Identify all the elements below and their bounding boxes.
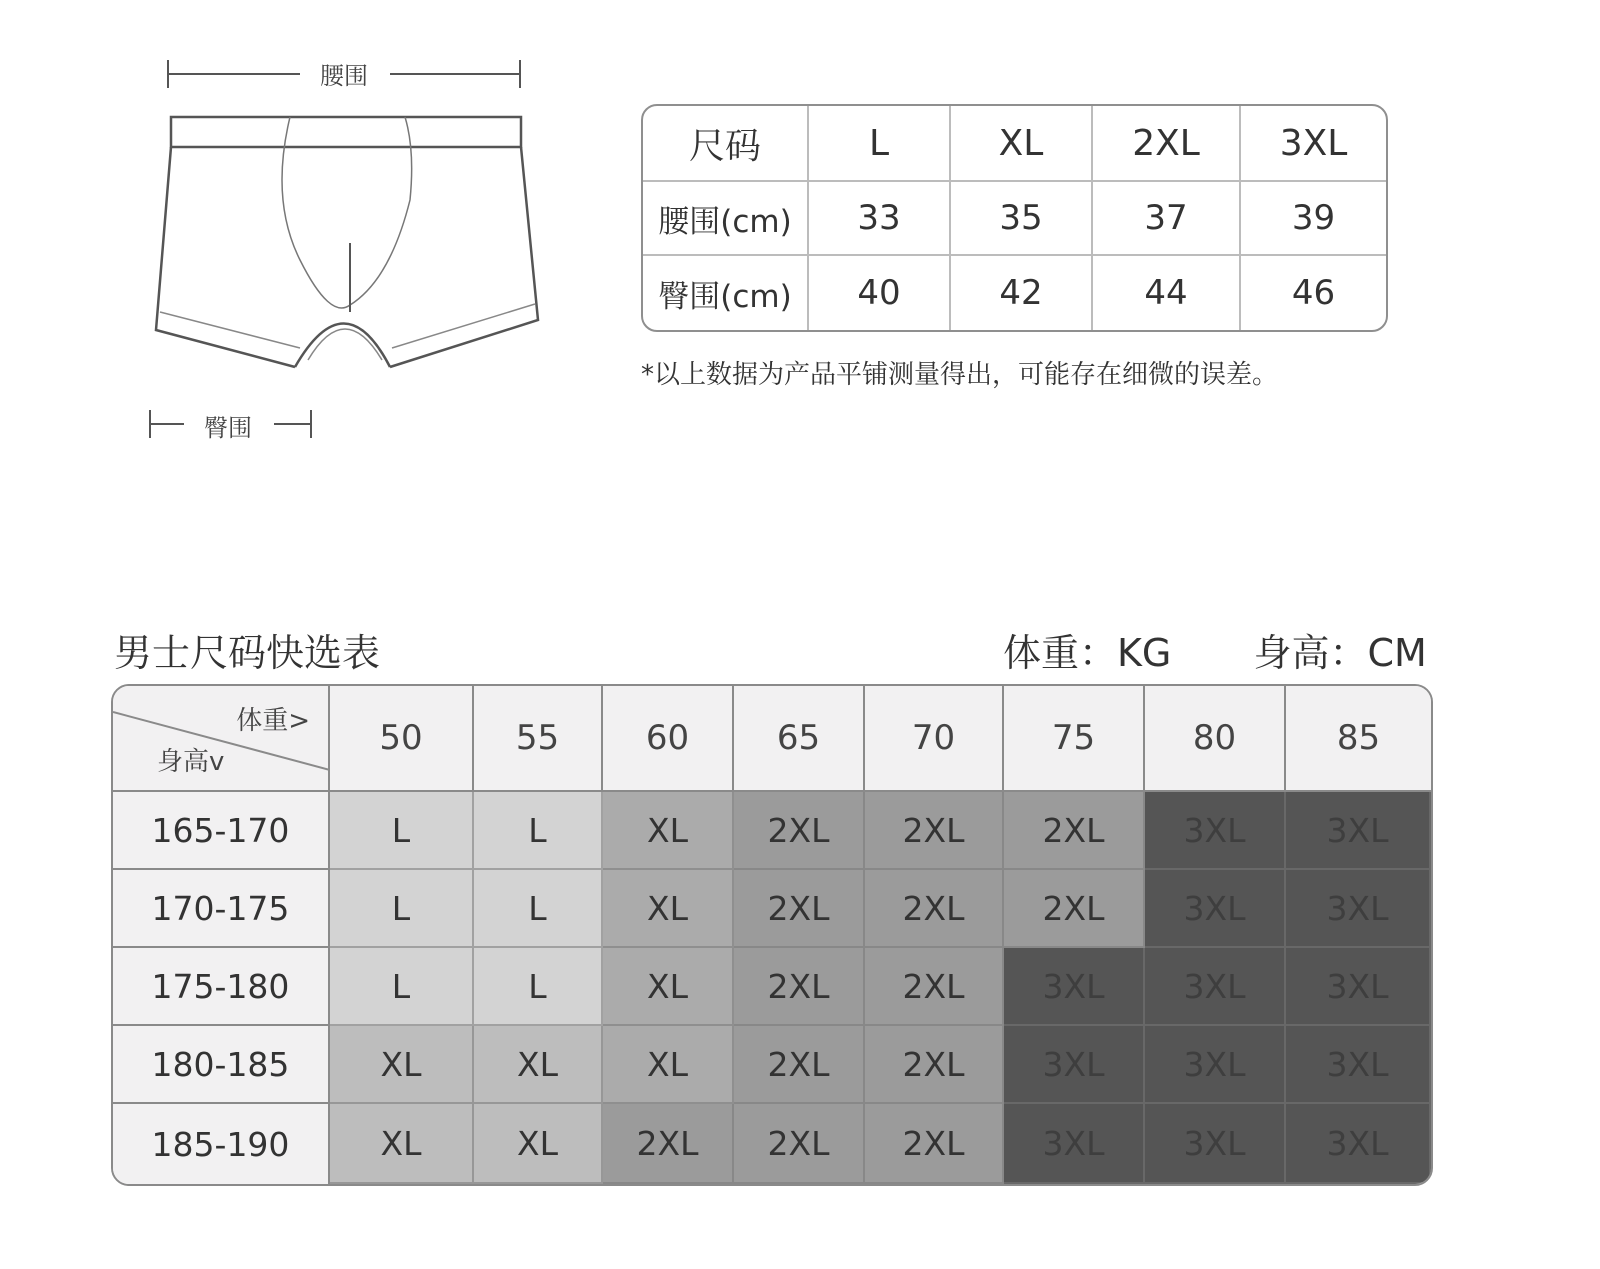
size-cell: 3XL — [1004, 1026, 1145, 1104]
size-cell: 2XL — [1004, 792, 1145, 870]
size-cell: L — [330, 870, 474, 948]
measure-value-cell: 33 — [809, 182, 951, 256]
weight-header-cell: 85 — [1286, 686, 1431, 792]
size-cell: 2XL — [865, 870, 1004, 948]
size-cell: XL — [603, 948, 734, 1026]
height-row-label: 165-170 — [113, 792, 330, 870]
size-cell: XL — [330, 1026, 474, 1104]
size-cell: 3XL — [1286, 792, 1431, 870]
size-cell: L — [330, 948, 474, 1026]
size-cell: L — [474, 870, 603, 948]
measure-row-label: 腰围(cm) — [643, 182, 809, 256]
size-cell: 3XL — [1004, 948, 1145, 1026]
underwear-outline-illustration — [0, 0, 600, 460]
height-row-label: 175-180 — [113, 948, 330, 1026]
size-cell: XL — [603, 1026, 734, 1104]
size-cell: 2XL — [865, 1026, 1004, 1104]
size-chart-units — [1003, 622, 1427, 677]
measure-header-cell: 3XL — [1241, 106, 1386, 182]
weight-header-cell: 55 — [474, 686, 603, 792]
corner-weight-label: 体重> — [236, 706, 310, 736]
size-cell: 3XL — [1004, 1104, 1145, 1184]
measure-value-cell: 42 — [951, 256, 1093, 330]
size-cell: 2XL — [734, 948, 865, 1026]
underwear-diagram — [0, 0, 600, 460]
measure-value-cell: 39 — [1241, 182, 1386, 256]
height-row-label: 185-190 — [113, 1104, 330, 1184]
size-cell: XL — [603, 870, 734, 948]
size-cell: L — [474, 948, 603, 1026]
measure-header-cell: 2XL — [1093, 106, 1241, 182]
weight-header-cell: 70 — [865, 686, 1004, 792]
measure-header-cell: XL — [951, 106, 1093, 182]
measure-value-cell: 46 — [1291, 273, 1336, 313]
size-cell: 2XL — [1004, 870, 1145, 948]
size-cell: 2XL — [603, 1104, 734, 1184]
measure-value-cell: 40 — [809, 256, 951, 330]
height-row-label: 170-175 — [113, 870, 330, 948]
size-cell: 3XL — [1286, 1104, 1431, 1184]
size-cell: XL — [603, 792, 734, 870]
corner-height-label: 身高v — [157, 747, 225, 777]
size-chart-title: 男士尺码快选表 — [114, 631, 381, 675]
weight-header-cell: 80 — [1145, 686, 1286, 792]
size-cell: 3XL — [1145, 948, 1286, 1026]
size-cell: 3XL — [1145, 870, 1286, 948]
size-cell: L — [330, 792, 474, 870]
measurement-table — [641, 104, 1388, 332]
size-chart-corner-cell — [113, 686, 330, 792]
measure-value-cell: 35 — [951, 182, 1093, 256]
size-chart-table — [111, 684, 1433, 1186]
measure-header-cell: 尺码 — [643, 106, 809, 182]
size-cell: 3XL — [1145, 1104, 1286, 1184]
size-cell: 3XL — [1286, 1026, 1431, 1104]
size-cell: L — [474, 792, 603, 870]
size-cell: 3XL — [1286, 870, 1431, 948]
size-cell: XL — [330, 1104, 474, 1184]
weight-header-cell: 75 — [1004, 686, 1145, 792]
measure-header-cell: L — [809, 106, 951, 182]
size-cell: 2XL — [734, 870, 865, 948]
size-cell: 2XL — [865, 948, 1004, 1026]
size-cell: XL — [474, 1104, 603, 1184]
measurement-note: *以上数据为产品平铺测量得出，可能存在细微的误差。 — [641, 360, 1279, 390]
height-unit-label: 身高：CM — [1253, 631, 1427, 675]
size-cell: 2XL — [865, 792, 1004, 870]
size-cell: XL — [474, 1026, 603, 1104]
size-cell: 2XL — [734, 1104, 865, 1184]
weight-header-cell: 60 — [603, 686, 734, 792]
height-row-label: 180-185 — [113, 1026, 330, 1104]
size-cell: 2XL — [734, 1026, 865, 1104]
hip-dimension-label: 臀围 — [196, 408, 260, 443]
size-cell: 3XL — [1286, 948, 1431, 1026]
size-cell: 3XL — [1145, 1026, 1286, 1104]
weight-unit-label: 体重：KG — [1003, 631, 1172, 675]
measure-value-cell: 44 — [1093, 256, 1241, 330]
size-cell: 3XL — [1145, 792, 1286, 870]
weight-header-cell: 50 — [330, 686, 474, 792]
waist-dimension-label: 腰围 — [312, 56, 376, 91]
size-cell: 2XL — [734, 792, 865, 870]
size-cell: 2XL — [865, 1104, 1004, 1184]
measure-value-cell: 37 — [1093, 182, 1241, 256]
weight-header-cell: 65 — [734, 686, 865, 792]
measure-row-label: 臀围(cm) — [643, 256, 809, 330]
